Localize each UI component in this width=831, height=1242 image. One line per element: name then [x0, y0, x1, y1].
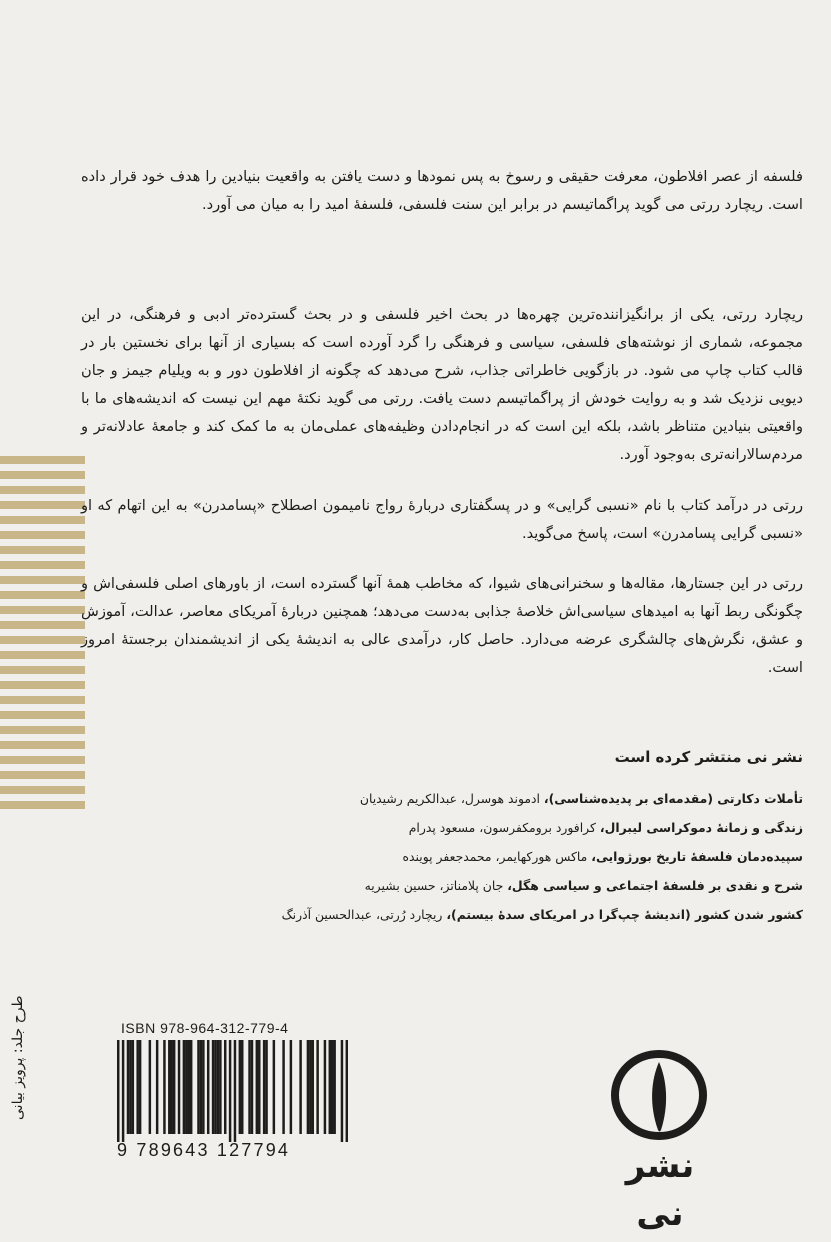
barcode-bar	[190, 1040, 192, 1134]
book-title: زندگی و زمانهٔ دموکراسی لیبرال،	[599, 820, 803, 835]
barcode-bar	[156, 1040, 158, 1134]
barcode-bar	[132, 1040, 134, 1134]
barcode-bar	[200, 1040, 202, 1134]
list-item	[163, 900, 803, 929]
barcode-bar	[333, 1040, 335, 1134]
barcode-bar	[307, 1040, 309, 1134]
barcode-digits: 9 789643 127794	[117, 1140, 291, 1160]
barcode-bar	[127, 1040, 129, 1134]
list-item	[163, 784, 803, 813]
cover-designer-credit: طرح جلد: پرویز بیانی	[10, 995, 26, 1120]
barcode-bar	[331, 1040, 333, 1134]
barcode-bar	[219, 1040, 221, 1134]
barcode-bar	[265, 1040, 267, 1134]
barcode-bar	[207, 1040, 209, 1134]
blurb-paragraph-1: فلسفه از عصر افلاطون، معرفت حقیقی و رسوخ به پس نمودها و دست یافتن به واقعیت بنیادین را هدف خود قرار داده است. ریچارد ررتی می گوید پراگماتیسم در برابر این سنت فلسفی، فلسفهٔ امید را به میان می آورد.	[81, 167, 803, 213]
barcode-bar	[299, 1040, 301, 1134]
blurb-paragraph-2: ریچارد ررتی، یکی از برانگیزاننده‌ترین چهره‌ها در بحث اخیر فلسفی و در بحث گسترده‌تر ادبی و فرهنگی، در این مجموعه، شماری از نوشته‌های فلسفی، سیاسی و فرهنگی را گرد آورده است که بسیاری از آنها برای نخستین بار در قالب کتاب چاپ می شود. در بازگویی خاطراتی جذاب، شرح می‌دهد که چگونه از افلاطون دور و به ویلیام جیمز و جان دیویی نزدیک شد و به روایت خودش از پراگماتیسم دست یافت. ررتی می گوید نکتهٔ مهم این نیست که اندیشه‌های ما با واقعیتی بنیادین متناظر باشد، بلکه این است که در انجام‌دادن وظیفه‌های عملی‌مان به ما کمک کند و جامعهٔ عادلانه‌تر و مردم‌سالارانه‌تری به‌وجود آورد.	[81, 305, 803, 463]
book-credits: ادموند هوسرل، عبدالکریم رشیدیان	[359, 791, 544, 806]
barcode-bar	[173, 1040, 175, 1134]
barcode-bar	[258, 1040, 260, 1134]
publications-list	[163, 784, 803, 929]
publications-heading: نشر نی منتشر کرده است	[614, 748, 803, 766]
barcode-bar	[149, 1040, 151, 1134]
barcode	[117, 1040, 348, 1142]
barcode-bar	[324, 1040, 326, 1134]
barcode-bar	[346, 1040, 348, 1142]
barcode-bar	[122, 1040, 124, 1142]
barcode-bar	[329, 1040, 331, 1134]
barcode-bar	[316, 1040, 318, 1134]
barcode-bar	[273, 1040, 275, 1134]
barcode-bar	[188, 1040, 190, 1134]
list-item	[163, 813, 803, 842]
publisher-name: نشر نی	[625, 1146, 695, 1234]
barcode-bar	[309, 1040, 311, 1134]
barcode-bar	[341, 1040, 343, 1142]
barcode-bar	[163, 1040, 165, 1134]
barcode-bar	[251, 1040, 253, 1134]
barcode-bar	[248, 1040, 250, 1134]
list-item	[163, 871, 803, 900]
barcode-bar	[214, 1040, 216, 1134]
barcode-bar	[136, 1040, 138, 1134]
book-credits: کرافورد برومکفرسون، مسعود پدرام	[408, 820, 600, 835]
blurb-paragraph-3: ررتی در درآمد کتاب با نام «نسبی گرایی» و در پسگفتاری دربارهٔ رواج نامیمون اصطلاح «پسامدرن» به این اتهام که او «نسبی گرایی پسامدرن» است، پاسخ می‌گوید.	[81, 496, 803, 542]
barcode-bar	[197, 1040, 199, 1134]
barcode-bar	[241, 1040, 243, 1134]
isbn-label: ISBN 978-964-312-779-4	[121, 1020, 289, 1036]
leaf-drop-circle-icon	[611, 1050, 707, 1140]
barcode-bar	[217, 1040, 219, 1134]
book-credits: ریچارد رُرتی، عبدالحسین آذرنگ	[281, 907, 447, 922]
barcode-bar	[202, 1040, 204, 1134]
barcode-bar	[168, 1040, 170, 1134]
barcode-bar	[256, 1040, 258, 1134]
decorative-stripes	[0, 456, 85, 813]
barcode-bar	[239, 1040, 241, 1134]
book-credits: ماکس هورکهایمر، محمدجعفر پوینده	[402, 849, 592, 864]
barcode-bar	[117, 1040, 119, 1142]
book-title: تأملات دکارتی (مقدمه‌ای بر پدیده‌شناسی)،	[543, 791, 803, 806]
barcode-bar	[139, 1040, 141, 1134]
isbn-block	[117, 1020, 352, 1161]
barcode-bar	[282, 1040, 284, 1134]
barcode-bar	[234, 1040, 236, 1142]
barcode-bar	[183, 1040, 185, 1134]
list-item	[163, 842, 803, 871]
barcode-bar	[178, 1040, 180, 1134]
book-title: سپیده‌دمان فلسفهٔ تاریخ بورژوایی،	[591, 849, 803, 864]
barcode-bar	[224, 1040, 226, 1134]
barcode-bar	[129, 1040, 131, 1134]
barcode-bar	[312, 1040, 314, 1134]
book-title: کشور شدن کشور (اندیشهٔ چپ‌گرا در امریکای سدهٔ بیستم)،	[446, 907, 803, 922]
blurb-paragraph-4: ررتی در این جستارها، مقاله‌ها و سخنرانی‌های شیوا، که مخاطب همهٔ آنها گسترده است، از باورهای اصلی فلسفی‌اش و چگونگی ربط آنها به امیدهای سیاسی‌اش خلاصهٔ جذابی به‌دست می‌دهد؛ همچنین دربارهٔ آمریکای معاصر، عدالت، آموزش و عشق، نگرش‌های چالشگری عرضه می‌دارد. حاصل کار، درآمدی عالی به اندیشهٔ یکی از اندیشمندان برجستهٔ امروز است.	[81, 574, 803, 676]
barcode-bar	[170, 1040, 172, 1134]
barcode-bar	[185, 1040, 187, 1134]
book-title: شرح و نقدی بر فلسفهٔ اجتماعی و سیاسی هگل،	[507, 878, 803, 893]
book-credits: جان پلامناتز، حسین بشیریه	[364, 878, 508, 893]
barcode-bar	[212, 1040, 214, 1134]
barcode-bar	[229, 1040, 231, 1142]
barcode-bar	[290, 1040, 292, 1134]
barcode-bar	[263, 1040, 265, 1134]
